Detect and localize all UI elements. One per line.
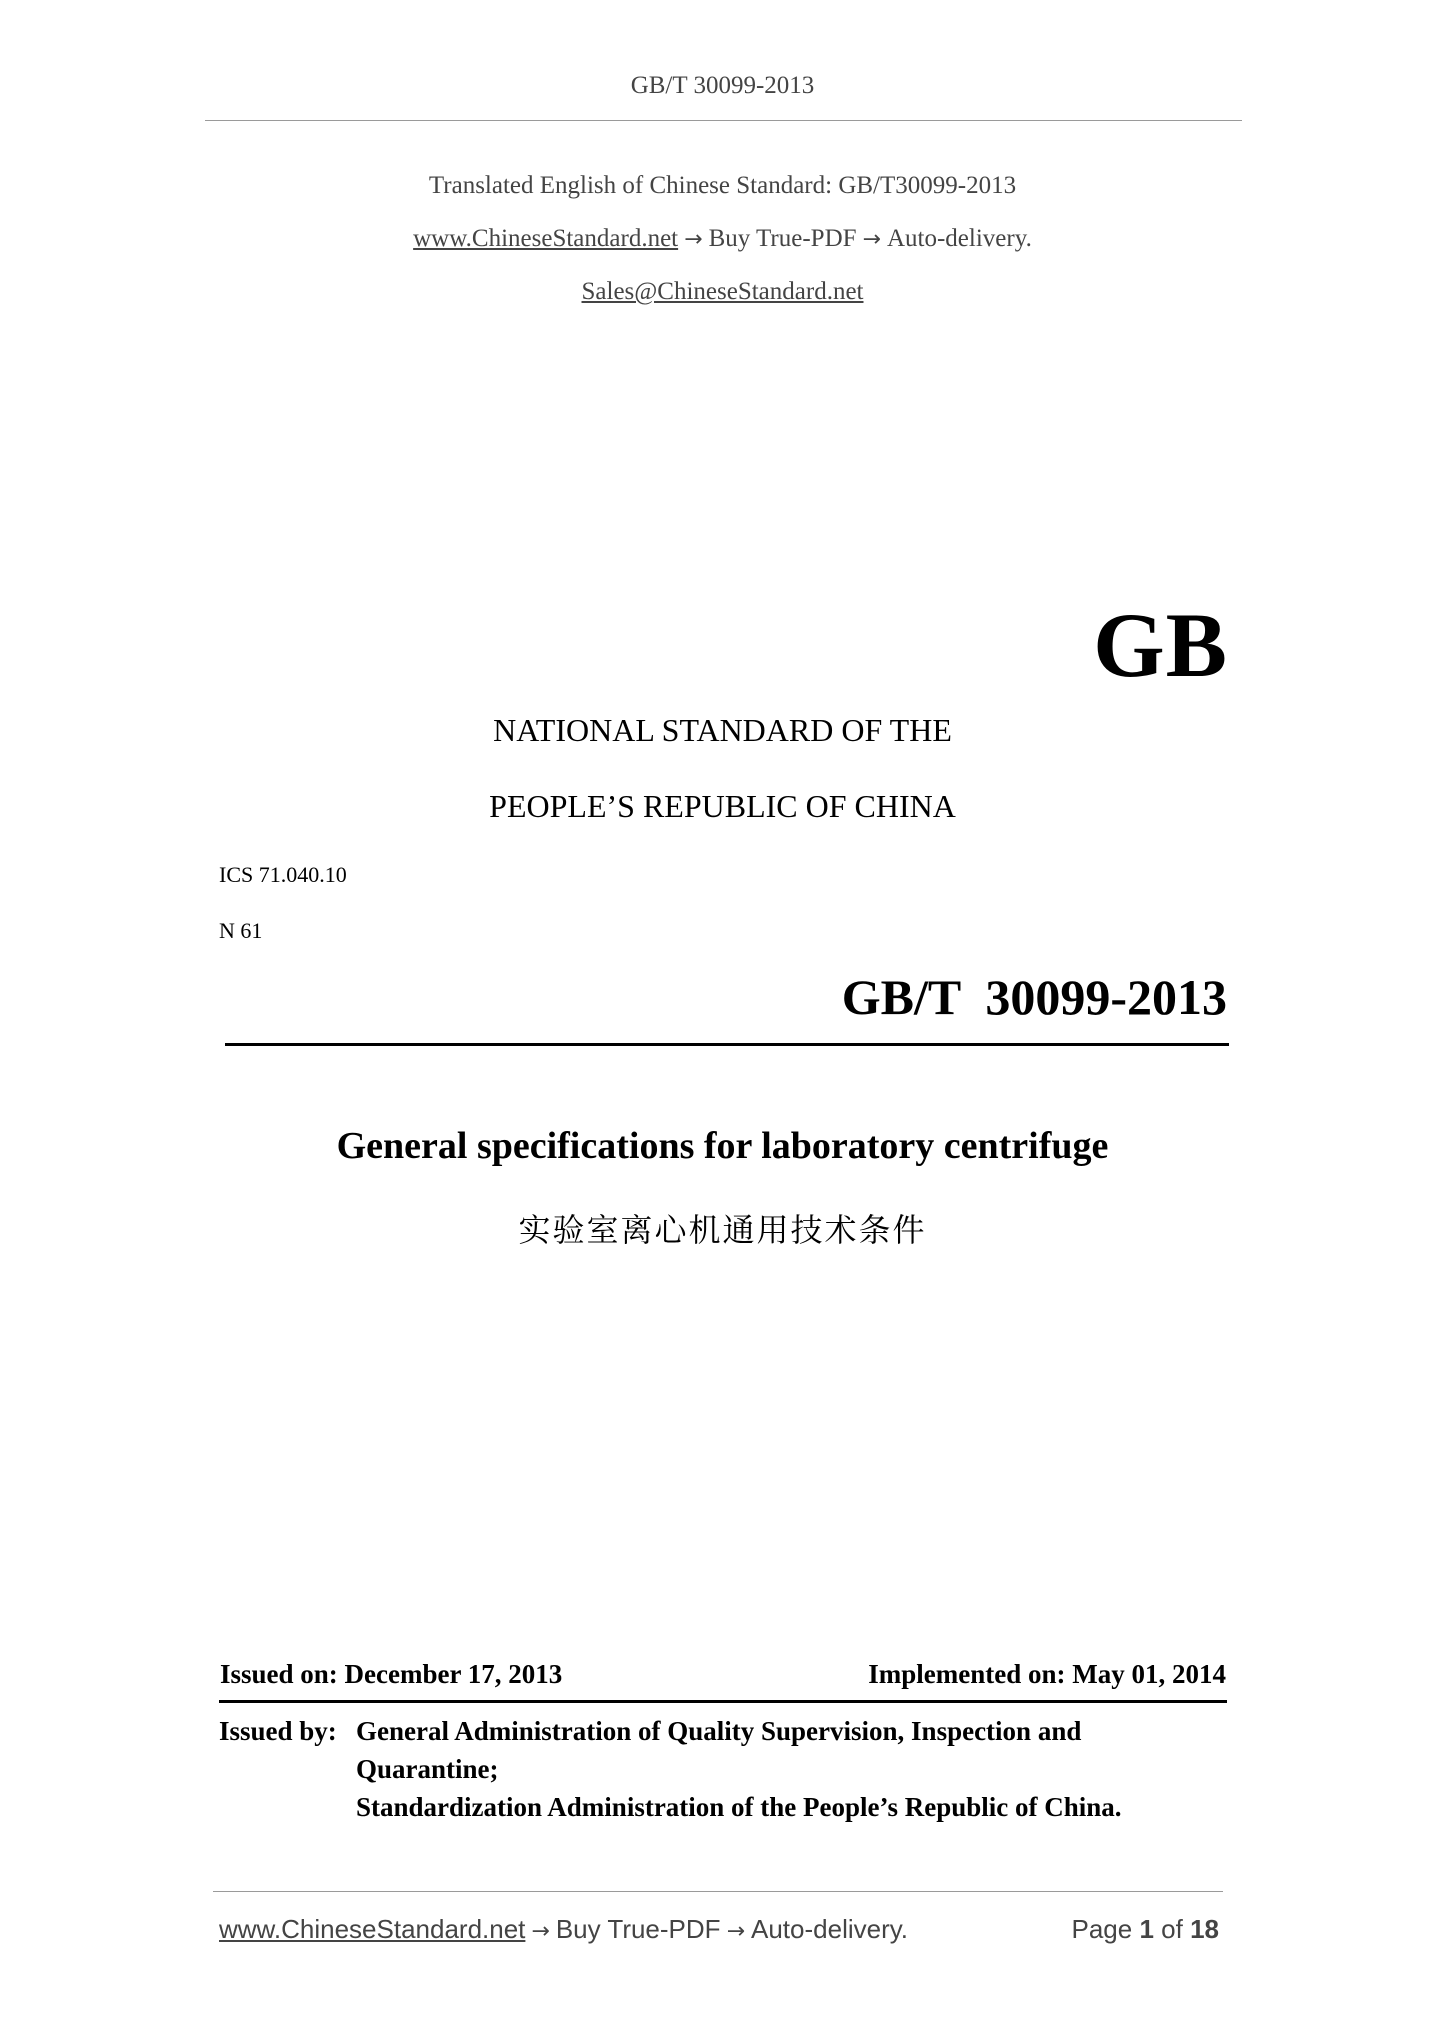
arrow-right-icon: → [531, 1919, 550, 1944]
republic-line: PEOPLE’S REPUBLIC OF CHINA [489, 788, 956, 824]
page-of: of [1161, 1914, 1183, 1944]
footer-site-link[interactable]: www.ChineseStandard.net [219, 1914, 526, 1944]
email-line [0, 278, 1445, 306]
promo-line [0, 225, 1445, 253]
ccs-code: N 61 [219, 918, 263, 943]
buy-text: Buy True-PDF [708, 225, 857, 252]
page-label: Page [1071, 1914, 1133, 1944]
arrow-right-icon: → [862, 227, 881, 252]
issued-by-label: Issued by: [219, 1716, 337, 1746]
issuer-org-line: General Administration of Quality Supervision, Inspection and [356, 1716, 1082, 1746]
header-divider [205, 120, 1242, 121]
page-total: 18 [1190, 1914, 1219, 1944]
translation-note: Translated English of Chinese Standard: GB/T30099-2013 [428, 172, 1017, 199]
standard-number-rule [225, 1043, 1229, 1046]
footer-buy-text: Buy True-PDF [555, 1914, 721, 1944]
issuer-org-line: Quarantine; [356, 1754, 499, 1784]
arrow-right-icon: → [726, 1919, 745, 1944]
footer-promo [219, 1914, 908, 1945]
title-english: General specifications for laboratory centrifuge [336, 1125, 1109, 1167]
running-header: GB/T 30099-2013 [630, 72, 815, 99]
issued-on-date: Issued on: December 17, 2013 [220, 1659, 563, 1689]
standard-number: GB/T 30099-2013 [841, 969, 1227, 1025]
issue-rule [219, 1700, 1227, 1703]
gb-logo-mark: GB [1093, 594, 1228, 696]
implemented-on-date: Implemented on: May 01, 2014 [868, 1659, 1226, 1689]
sales-email-link[interactable]: Sales@ChineseStandard.net [581, 278, 864, 305]
delivery-text: Auto-delivery. [886, 225, 1032, 252]
footer-divider [213, 1891, 1223, 1892]
page-indicator [1071, 1914, 1219, 1945]
arrow-right-icon: → [684, 227, 703, 252]
page-current: 1 [1139, 1914, 1154, 1944]
issuer-org-line: Standardization Administration of the People’s Republic of China. [356, 1792, 1122, 1822]
ics-code: ICS 71.040.10 [219, 862, 347, 887]
footer-delivery-text: Auto-delivery. [751, 1914, 909, 1944]
title-chinese: 实验室离心机通用技术条件 [518, 1211, 927, 1249]
site-link[interactable]: www.ChineseStandard.net [413, 225, 679, 252]
national-standard-line: NATIONAL STANDARD OF THE [493, 712, 952, 748]
